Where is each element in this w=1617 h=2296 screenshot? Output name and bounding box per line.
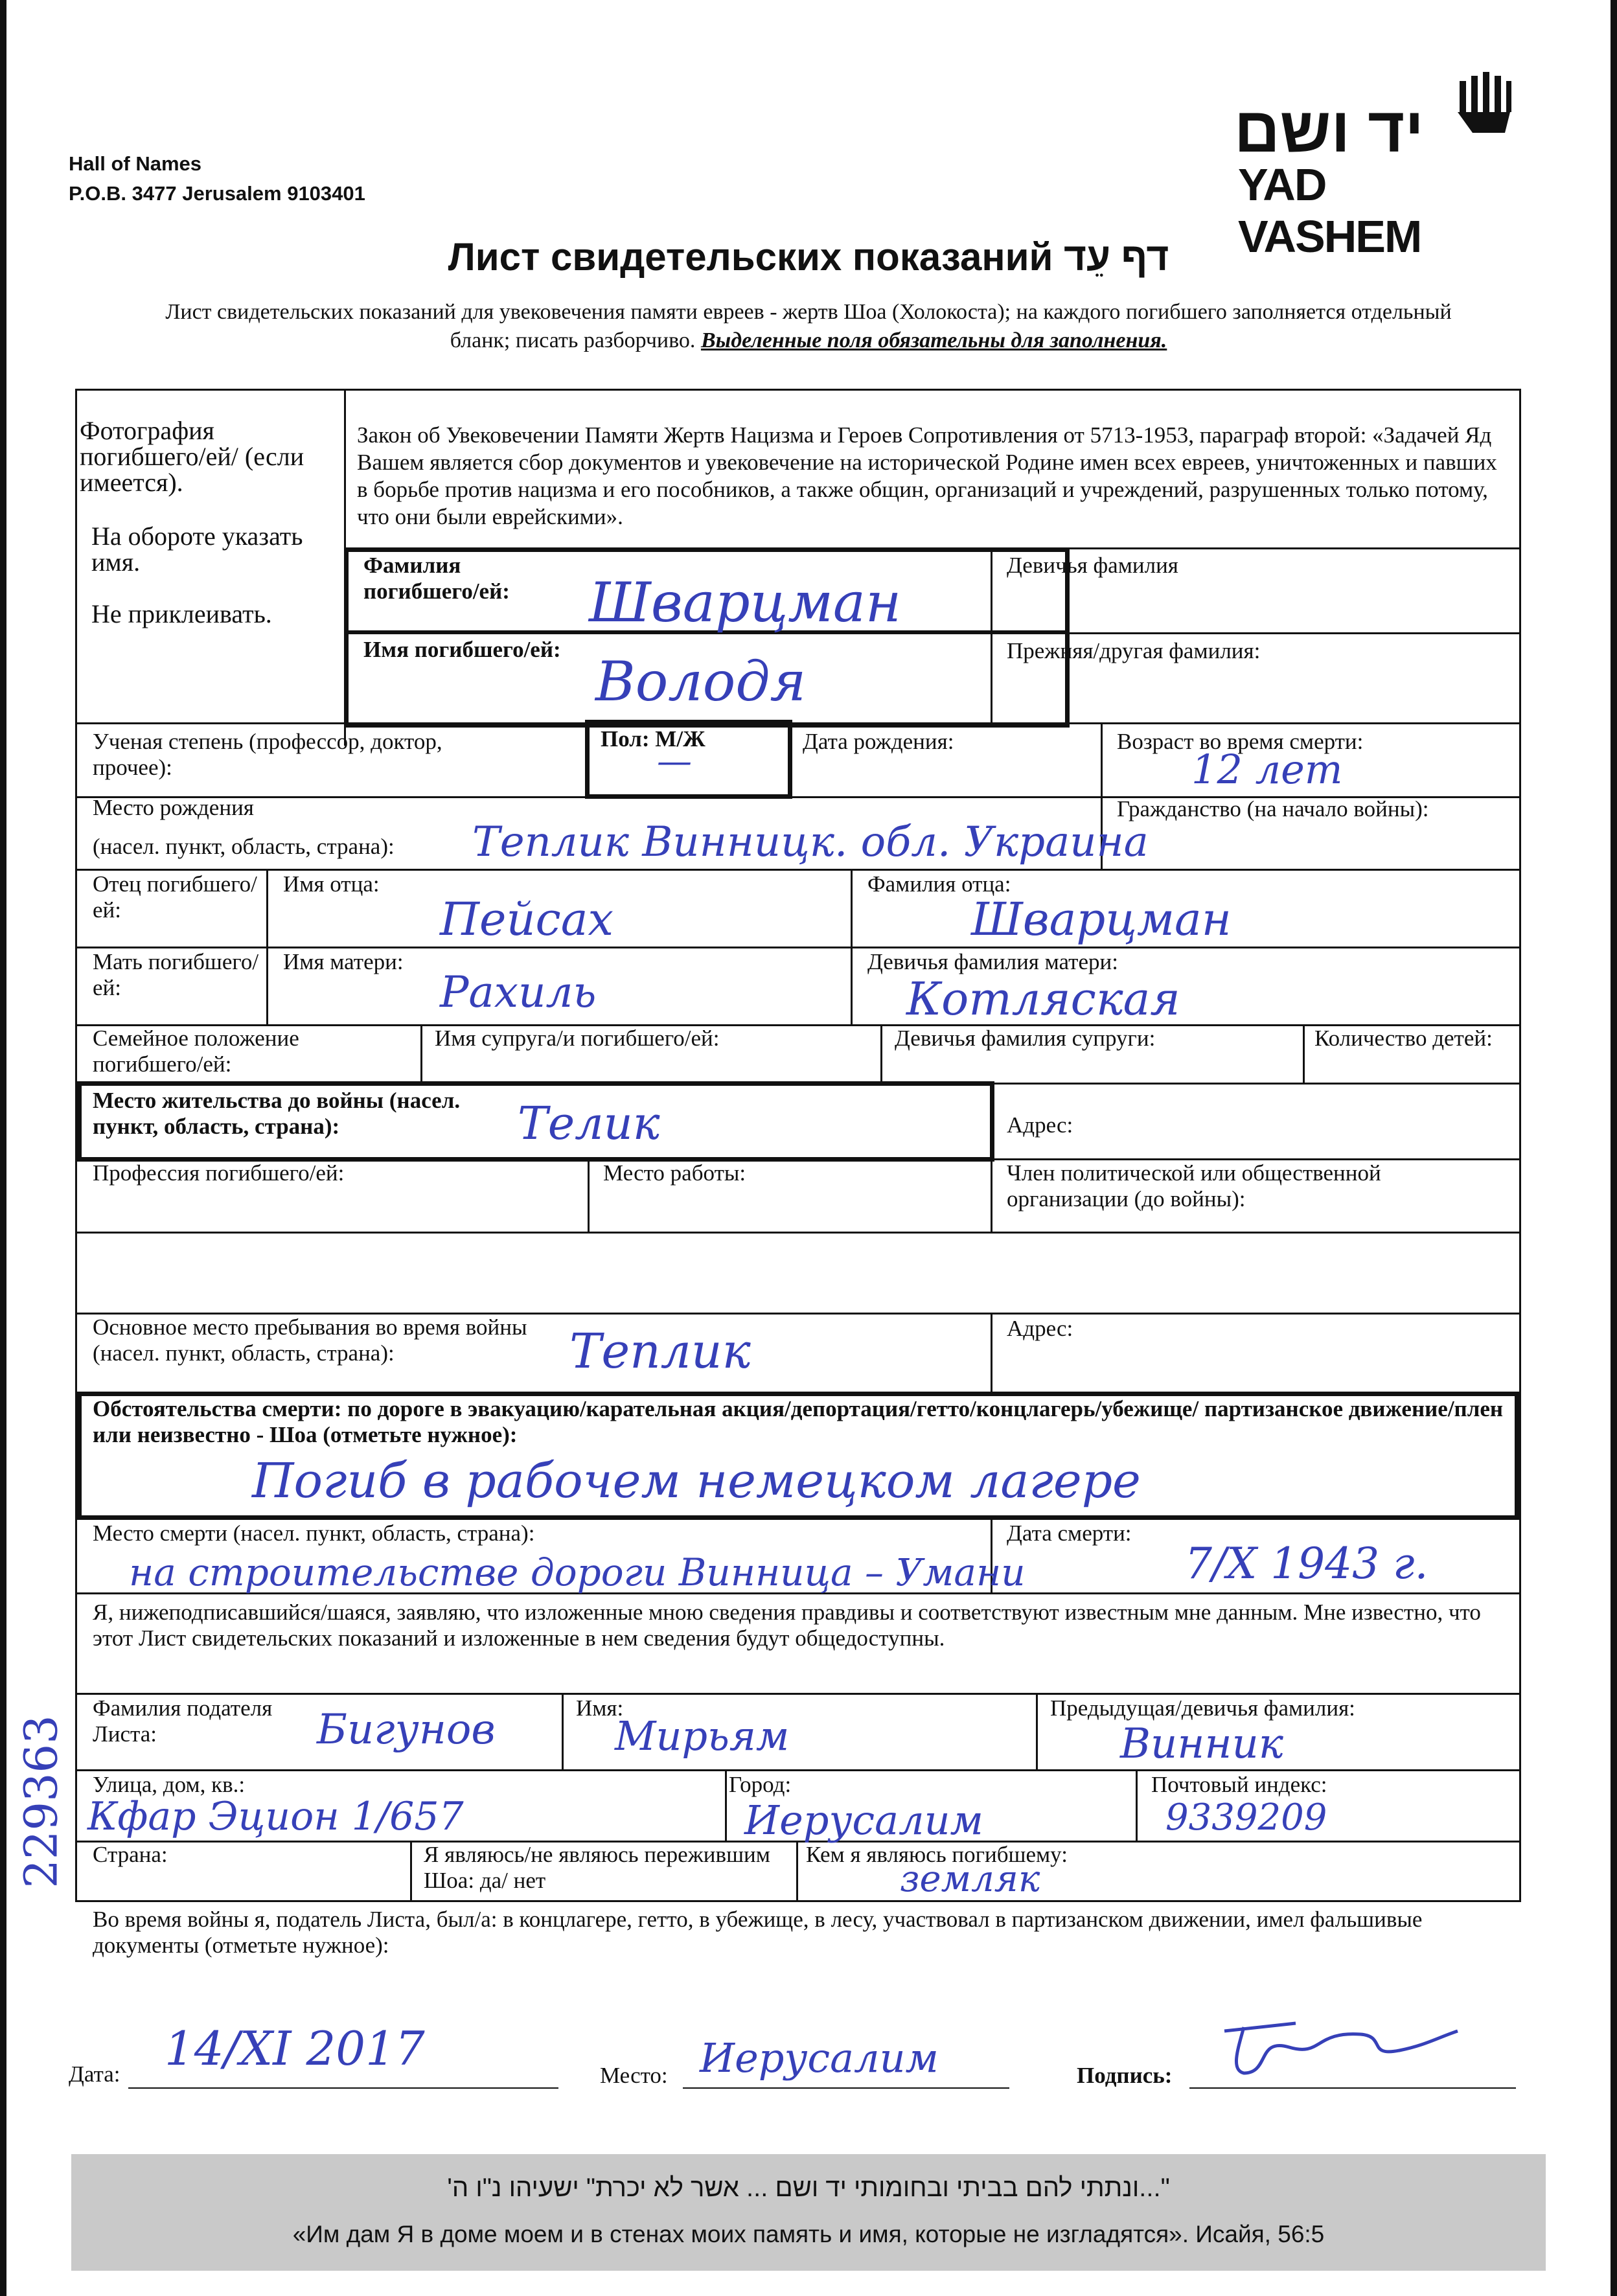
- logo-english: YAD VASHEM: [1238, 159, 1421, 262]
- workplace-label: Место работы:: [603, 1160, 746, 1186]
- org-line-1: Hall of Names: [69, 152, 202, 175]
- profession-label: Профессия погибшего/ей:: [93, 1160, 345, 1186]
- declaration-text: Я, нижеподписавшийся/шаяся, заявляю, что изложенные мною сведения правдивы и соответствуют известным мне данным. Мне известно, что этот Лист свидетельских показаний и изложенные в нем сведения будут общедоступны.: [93, 1600, 1481, 1651]
- age-value: 12 лет: [1191, 746, 1343, 793]
- death-place-label: Место смерти (насел. пункт, область, страна):: [93, 1521, 535, 1546]
- death-date-value: 7/X 1943 г.: [1185, 1539, 1428, 1589]
- circumstances-label: Обстоятельства смерти: по дороге в эвакуацию/карательная акция/депортация/гетто/концлагерь/убежище/ партизанское движение/плен или неизвестно - Шоа (отметьте нужное):: [93, 1396, 1504, 1447]
- signature-label: Подпись:: [1077, 2063, 1173, 2088]
- spouse-maiden-label: Девичья фамилия супруги:: [895, 1026, 1156, 1051]
- scan-edge-right: [1611, 0, 1617, 2296]
- yad-vashem-logo: [1234, 62, 1519, 262]
- degree-label: Ученая степень (профессор, доктор, прочее):: [93, 729, 442, 780]
- signature-line: [1189, 2087, 1516, 2089]
- mother-maiden-value: Котляская: [906, 972, 1180, 1026]
- father-surname-label: Фамилия отца:: [867, 871, 1011, 897]
- side-archive-number: 229363: [14, 1715, 68, 1888]
- birthplace-label-2: (насел. пункт, область, страна):: [93, 834, 395, 859]
- victim-surname-label: Фамилия погибшего/ей:: [363, 553, 510, 604]
- mother-name-label: Имя матери:: [283, 949, 404, 974]
- menorah-hand-icon: [1454, 62, 1513, 139]
- victim-maiden-label: Девичья фамилия: [1007, 553, 1178, 578]
- birthdate-label: Дата рождения:: [803, 729, 954, 754]
- photo-label: Фотография погибшего/ей/ (если имеется).: [80, 416, 304, 497]
- intro-emphasis: Выделенные поля обязательны для заполнения.: [700, 328, 1167, 352]
- birthplace-value: Теплик Винницк. обл. Украина: [472, 818, 1149, 866]
- victim-name-label: Имя погибшего/ей:: [363, 637, 561, 662]
- page-title: Лист свидетельских показаний דף עֵד: [448, 235, 1169, 279]
- wartime-place-label: Основное место пребывания во время войны (насел. пункт, область, страна):: [93, 1314, 527, 1366]
- city-value: Иерусалим: [744, 1797, 983, 1844]
- relation-value: земляк: [900, 1858, 1040, 1900]
- residence-value: Телик: [518, 1097, 660, 1150]
- place-line: [683, 2087, 1009, 2089]
- intro-text: [143, 298, 1474, 355]
- zip-value: 9339209: [1165, 1797, 1327, 1839]
- date-label: Дата:: [69, 2061, 120, 2087]
- date-value: 14/XI 2017: [165, 2021, 425, 2076]
- country-label: Страна:: [93, 1842, 168, 1867]
- submitter-surname-value: Бигунов: [317, 1706, 496, 1754]
- signature-mark: [1218, 2012, 1464, 2083]
- membership-label: Член политической или общественной организации (до войны):: [1007, 1160, 1381, 1211]
- photo-note-1: На обороте указать имя.: [91, 522, 303, 577]
- org-line-2: P.O.B. 3477 Jerusalem 9103401: [69, 182, 365, 205]
- father-surname-value: Шварцман: [971, 893, 1232, 946]
- submitter-prev-value: Винник: [1120, 1720, 1283, 1768]
- father-name-value: Пейсах: [440, 893, 614, 946]
- logo-hebrew: יד ושם: [1234, 94, 1424, 165]
- victim-prev-surname-label: Прежняя/другая фамилия:: [1007, 638, 1261, 663]
- children-label: Количество детей:: [1314, 1026, 1493, 1051]
- marital-label: Семейное положение погибшего/ей:: [93, 1026, 299, 1077]
- mother-label: Мать погибшего/ей:: [93, 949, 259, 1000]
- survivor-label: Я являюсь/не являюсь пережившим Шоа: да/ нет: [424, 1842, 770, 1893]
- residence-address-label: Адрес:: [1007, 1112, 1073, 1138]
- org-address: [69, 149, 365, 209]
- submitter-surname-label: Фамилия подателя Листа:: [93, 1695, 273, 1747]
- submitter-name-label: Имя:: [576, 1695, 624, 1721]
- law-text: Закон об Увековечении Памяти Жертв Нацизма и Героев Сопротивления от 5713-1953, параграф второй: «Задачей Яд Вашем является сбор документов и увековечение на исторической Родине имен всех евреев, уничтоженных и павших в борьбе против нацизма и его пособников, а также общин, организаций и учреждений, разрушенных только потому, что они были еврейскими».: [357, 422, 1497, 529]
- father-name-label: Имя отца:: [283, 871, 380, 897]
- city-label: Город:: [729, 1772, 792, 1797]
- death-date-label: Дата смерти:: [1007, 1521, 1132, 1546]
- sex-value: —: [657, 740, 692, 781]
- street-label: Улица, дом, кв.:: [93, 1772, 246, 1797]
- wartime-place-value: Теплик: [569, 1324, 751, 1379]
- citizenship-label: Гражданство (на начало войны):: [1117, 796, 1429, 821]
- age-label: Возраст во время смерти:: [1117, 729, 1364, 754]
- death-place-value: на строительстве дороги Винница – Умани: [129, 1550, 1026, 1594]
- wartime-address-label: Адрес:: [1007, 1316, 1073, 1341]
- submitter-name-value: Мирьям: [615, 1712, 790, 1760]
- isaiah-quote-band: [71, 2154, 1546, 2271]
- street-value: Кфар Эцион 1/657: [87, 1794, 464, 1839]
- residence-label: Место жительства до войны (насел. пункт, область, страна):: [93, 1088, 461, 1139]
- scan-edge-left: [0, 0, 6, 2296]
- father-label: Отец погибшего/ей:: [93, 871, 257, 923]
- sex-label: Пол: М/Ж: [601, 726, 705, 752]
- victim-name-value: Володя: [595, 650, 807, 713]
- zip-label: Почтовый индекс:: [1151, 1772, 1327, 1797]
- photo-note-2: Не приклеивать.: [91, 599, 272, 628]
- spouse-label: Имя супруга/и погибшего/ей:: [435, 1026, 720, 1051]
- submitter-prev-label: Предыдущая/девичья фамилия:: [1050, 1695, 1355, 1721]
- relation-label: Кем я являюсь погибшему:: [806, 1842, 1068, 1867]
- testimony-form: [75, 389, 1521, 1958]
- date-line: [128, 2087, 558, 2089]
- circumstances-value: Погиб в рабочем немецком лагере: [252, 1453, 1141, 1509]
- place-label: Место:: [600, 2063, 668, 2088]
- intro-body: Лист свидетельских показаний для увековечения памяти евреев - жертв Шоа (Холокоста); на каждого погибшего заполняется отдельный бланк; писать разборчиво.: [165, 300, 1452, 352]
- birthplace-label-1: Место рождения: [93, 795, 254, 820]
- wartime-status-label: Во время войны я, податель Листа, был/а: в концлагере, гетто, в убежище, в лесу, участвовал в партизанском движении, имел фальшивые документы (отметьте нужное):: [93, 1907, 1423, 1958]
- quote-russian: «Им дам Я в доме моем и в стенах моих память и имя, которые не изгладятся». Исайя, 56:5: [292, 2221, 1325, 2247]
- mother-maiden-label: Девичья фамилия матери:: [867, 949, 1118, 974]
- victim-surname-value: Шварцман: [589, 571, 902, 634]
- mother-name-value: Рахиль: [440, 967, 597, 1017]
- place-value: Иерусалим: [700, 2034, 939, 2082]
- quote-hebrew: "...ונתתי להם בביתי ובחומותי יד ושם ... אשר לא יכרת" ישעיהו נ"ו ה': [447, 2174, 1170, 2202]
